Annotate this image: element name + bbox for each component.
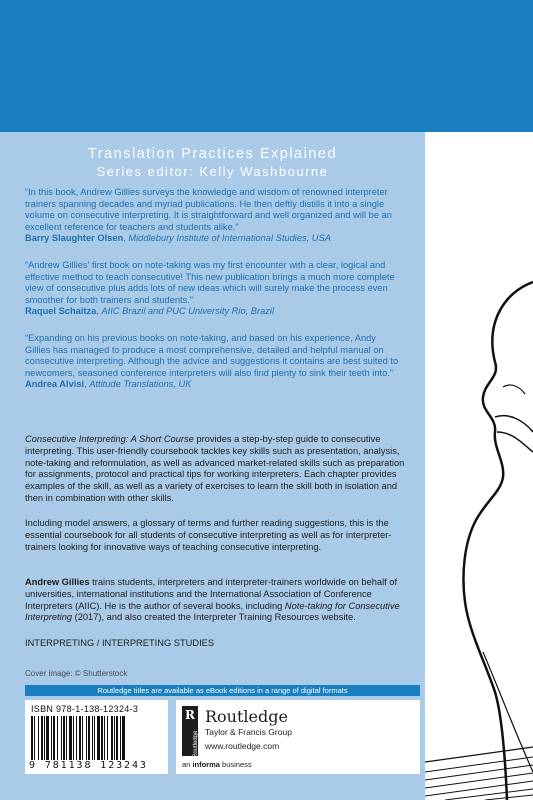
cover-artwork — [425, 132, 533, 800]
quote-author: Barry Slaughter Olsen — [25, 233, 124, 244]
book-description-2: Including model answers, a glossary of terms and further reading suggestions, this is the essential coursebook for all students of consecutive interpreting as well as for interpreter-trainers looking for innovative ways of teaching consecutive interpreting. — [25, 518, 392, 552]
barcode-panel — [25, 700, 168, 774]
book-title-italic: Consecutive Interpreting: A Short Course — [25, 434, 194, 444]
endorsement-quote: “Expanding on his previous books on note-taking, and based on his experience, Andy Gillies has managed to produce a most comprehensive, detailed and helpful manual on consecutive interpreting. Although the advice and suggestions it contains are best suited to newcomers, seasoned conference interpreters will also find plenty to sink their teeth into.” Andrea Alvisi, Attitude Translations, UK — [25, 333, 399, 390]
bio-text-end: (2017), and also created the Interpreter Training Resources website. — [72, 612, 356, 623]
barcode-digits: 9 781138 123243 — [29, 760, 148, 771]
publisher-group: Taylor & Francis Group — [205, 727, 292, 737]
quote-author: Raquel Schaitza — [25, 306, 97, 317]
ebook-notice: Routledge titles are available as eBook editions in a range of digital formats — [97, 686, 348, 695]
cover-credit: Cover image: © Shutterstock — [25, 669, 128, 678]
quote-affiliation: AIIC Brazil and PUC University Rio, Brazil — [101, 306, 275, 317]
endorsement-quote: “Andrew Gillies’ first book on note-taking was my first encounter with a clear, logical and effective method to teach consecutive! This new publication brings a much more complete view of consecutive plus adds lots of new ideas which will surely make the process even smoother for both trainers and students.” Raquel Schaitza, AIIC Brazil and PUC University Rio, Brazil — [25, 260, 395, 317]
series-editor: Series editor: Kelly Washbourne — [96, 164, 329, 179]
bio-text: trains students, interpreters and interpreter-trainers worldwide on behalf of universities, international institutions and the International Association of Conference Interpreters (AIIC). He is the author of several books, including — [25, 577, 398, 611]
informa-tagline — [182, 760, 252, 769]
subject-category: INTERPRETING / INTERPRETING STUDIES — [25, 638, 215, 648]
informa-brand: informa — [192, 760, 220, 769]
publisher-website: www.routledge.com — [205, 741, 280, 751]
top-color-band — [0, 0, 533, 132]
publisher-name: Routledge — [205, 707, 288, 726]
ebook-notice-strip — [25, 685, 420, 696]
quote-affiliation: Middlebury Institute of International Studies, USA — [128, 233, 331, 244]
description-text: provides a step-by-step guide to consecutive interpreting. This user-friendly coursebook tackles key skills such as presentation, analysis, note-taking and reformulation, as well as advanced market-related skills such as preparation for assignments, protocol and practical tips for working interpreters. Each chapter provides examples of the skill, as well as a variety of exercises to learn the skill both in isolation and then in combination with other skills. — [25, 434, 405, 503]
quote-text: “Andrew Gillies’ first book on note-taking was my first encounter with a clear, logical and effective method to teach consecutive! This new publication brings a much more complete view of consecutive plus adds lots of new ideas which will surely make the process even smoother for both trainers and students.” — [25, 260, 395, 305]
quote-affiliation: Attitude Translations, UK — [89, 379, 192, 390]
routledge-logo-icon — [182, 706, 198, 756]
svg-text:Routledge: Routledge — [193, 730, 199, 758]
barcode-icon — [31, 716, 162, 760]
quote-author: Andrea Alvisi — [25, 379, 85, 390]
book-description — [25, 434, 407, 505]
quote-text: “In this book, Andrew Gillies surveys the knowledge and wisdom of renowned interpreter trainers spanning decades and myriad publications. He then deftly distills it into a single volume on consecutive interpreting. It is straightforward and well organized and will be an excellent reference for teachers and students alike.” — [25, 187, 392, 232]
logo-letter: R — [185, 708, 195, 722]
author-bio — [25, 577, 407, 624]
bio-book-title: Note-taking for Consecutive Interpreting — [25, 600, 400, 623]
quote-text: “Expanding on his previous books on note-taking, and based on his experience, Andy Gillies has managed to produce a most comprehensive, detailed and helpful manual on consecutive interpreting. Although the advice and suggestions it contains are best suited to newcomers, seasoned conference interpreters will also find plenty to sink their teeth into.” — [25, 333, 399, 378]
informa-suffix: business — [219, 760, 252, 769]
publisher-panel — [176, 700, 420, 774]
series-title: Translation Practices Explained — [87, 146, 338, 162]
informa-prefix: an — [182, 760, 193, 769]
isbn-label: ISBN 978-1-138-12324-3 — [31, 704, 139, 714]
author-name: Andrew Gillies — [25, 577, 90, 587]
logo-vertical-wordmark — [191, 724, 199, 758]
endorsement-quote: “In this book, Andrew Gillies surveys the knowledge and wisdom of renowned interpreter trainers spanning decades and myriad publications. He then deftly distills it into a single volume on consecutive interpreting. It is straightforward and well organized and will be an excellent reference for teachers and students alike.” Barry Slaughter Olsen, Middlebury Institute of International Studies, USA — [25, 187, 392, 244]
head-profile-illustration — [425, 132, 533, 800]
